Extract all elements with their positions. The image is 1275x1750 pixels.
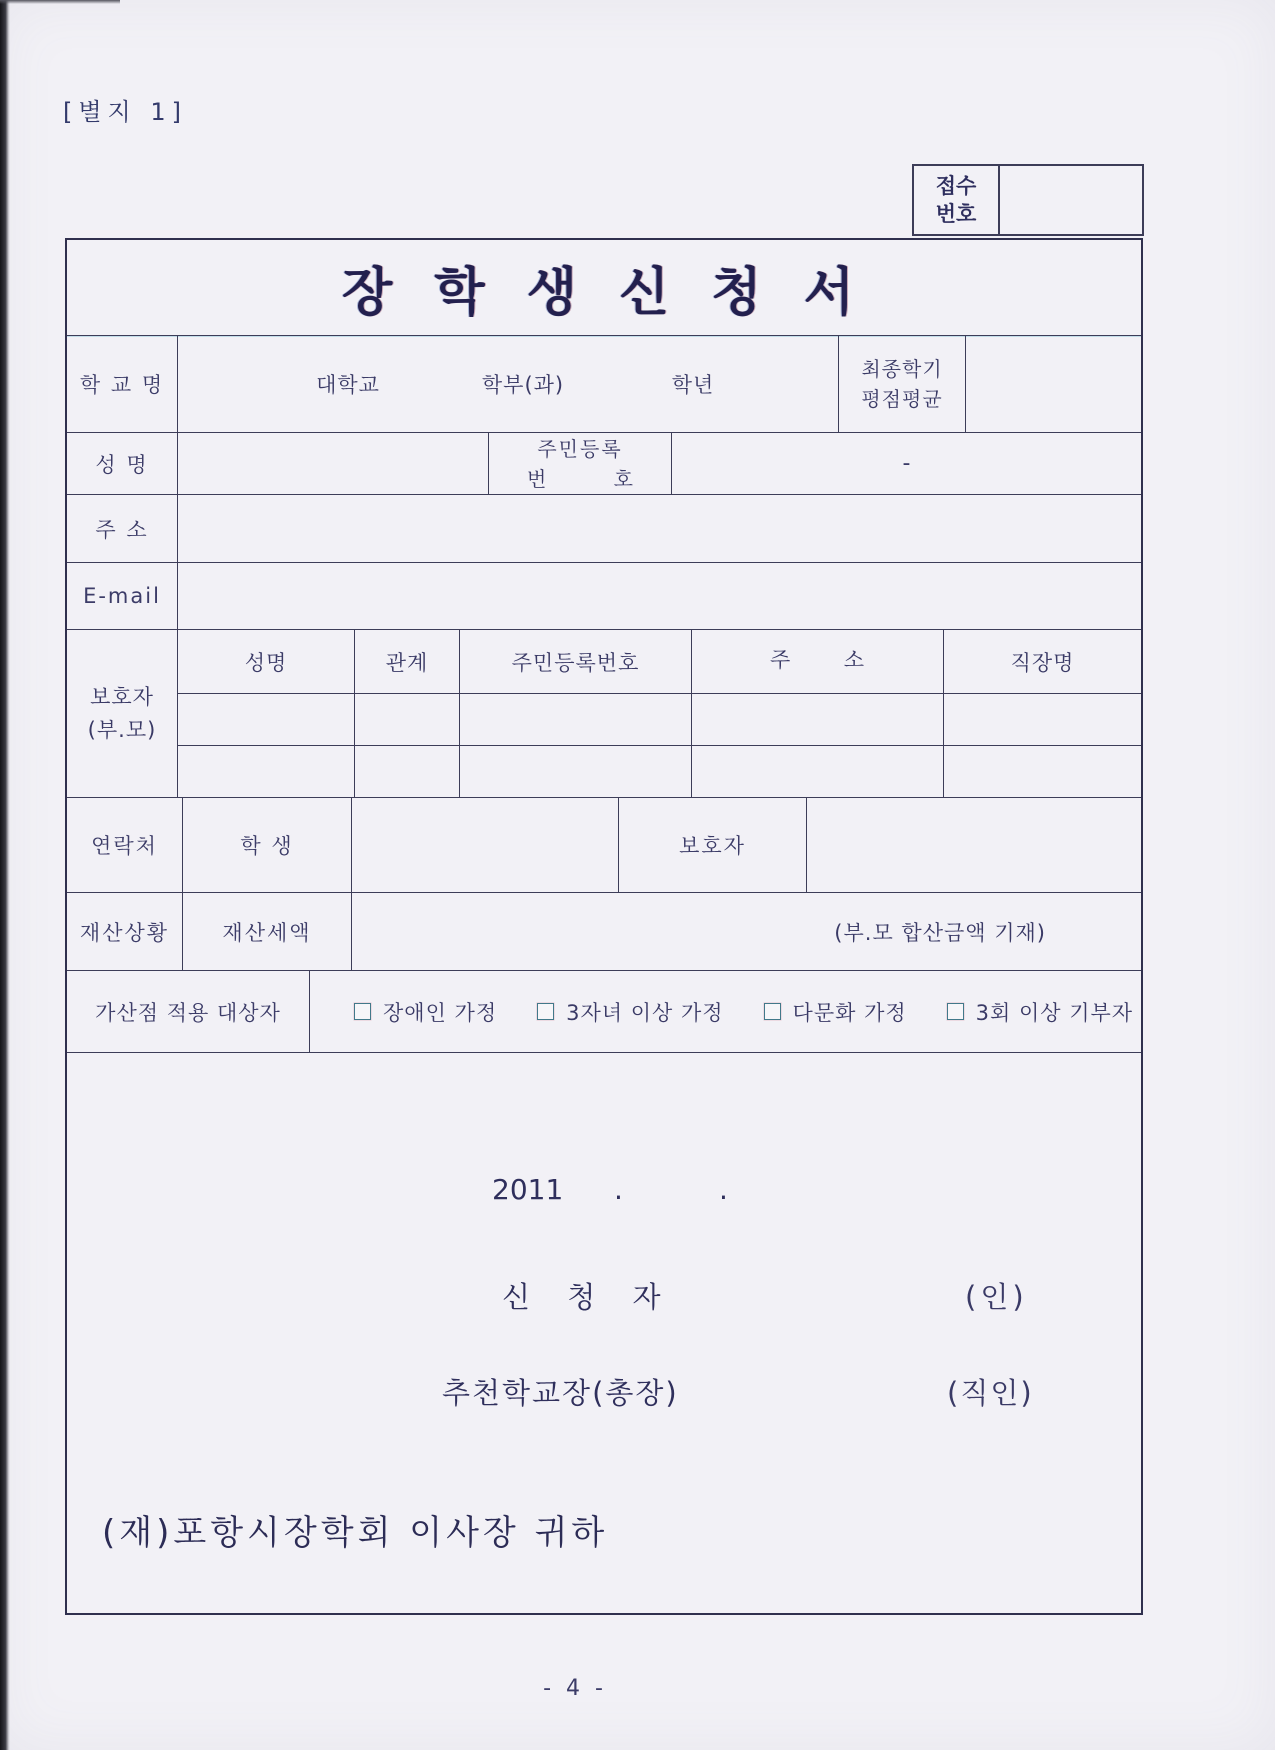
guardian-workplace-field	[943, 746, 1141, 797]
school-name-field	[177, 336, 838, 432]
property-row	[67, 892, 1141, 970]
contact-label: 연락처	[91, 834, 158, 858]
property-tax-label: 재산세액	[182, 893, 351, 970]
bonus-option-donor: 3회 이상 기부자	[947, 997, 1133, 1027]
checkbox-icon	[537, 1003, 554, 1020]
scan-edge-artifact	[0, 0, 10, 1750]
bonus-option-three-children: 3자녀 이상 가정	[537, 997, 723, 1027]
guardian-relation-field	[354, 746, 459, 797]
grade-year-suffix-label: 학년	[671, 373, 715, 397]
guardian-col-workplace: 직장명	[943, 630, 1141, 693]
recommender-seal-placeholder: (직인)	[947, 1376, 1034, 1410]
attachment-label: [별지 1]	[63, 98, 187, 126]
name-row	[67, 432, 1141, 494]
guardian-address-field	[691, 694, 943, 745]
property-note: (부.모 합산금액 기재)	[834, 920, 1046, 945]
receipt-number-label: 접수 번호	[914, 166, 1000, 234]
signature-section	[67, 1052, 1141, 1613]
bonus-points-row	[67, 970, 1141, 1052]
page-title: 장 학 생 신 청 서	[342, 263, 866, 323]
resident-registration-number-label: 주민등록 번 호	[488, 433, 671, 494]
property-status-label: 재산상황	[79, 920, 170, 945]
guardian-label: 보호자 (부.모)	[87, 684, 157, 742]
guardian-col-relation: 관계	[354, 630, 459, 693]
receipt-number-box	[912, 164, 1144, 236]
guardian-address-field	[691, 746, 943, 797]
guardian-rrn-field	[459, 746, 691, 797]
gpa-value-field	[965, 336, 1141, 432]
school-row	[67, 335, 1141, 432]
contact-guardian-label: 보호자	[618, 798, 806, 892]
email-label: E-mail	[83, 584, 161, 608]
receipt-number-value	[1000, 166, 1142, 234]
contact-student-field	[351, 798, 618, 892]
email-value-field	[177, 563, 1141, 629]
gpa-label: 최종학기 평점평균	[838, 336, 965, 432]
contact-student-label: 학 생	[182, 798, 351, 892]
application-form-table	[65, 238, 1143, 1615]
guardian-workplace-field	[943, 694, 1141, 745]
name-label: 성 명	[95, 452, 149, 477]
form-title-row	[67, 240, 1141, 335]
recommender-label: 추천학교장(총장)	[442, 1376, 679, 1410]
scan-edge-artifact	[0, 0, 120, 4]
guardian-section	[67, 629, 1141, 797]
guardian-table	[177, 630, 1141, 797]
date-line: 2011 . .	[492, 1173, 728, 1206]
address-value-field	[177, 495, 1141, 562]
guardian-data-row	[178, 745, 1141, 797]
bonus-option-disabled-family: 장애인 가정	[354, 997, 497, 1027]
department-suffix-label: 학부(과)	[481, 373, 565, 397]
guardian-col-name: 성명	[244, 650, 288, 675]
guardian-col-rrn: 주민등록번호	[459, 630, 691, 693]
guardian-data-row	[178, 693, 1141, 745]
guardian-col-address: 주 소	[691, 630, 943, 693]
contact-guardian-field	[806, 798, 1141, 892]
rrn-dash: -	[902, 451, 911, 476]
email-row	[67, 562, 1141, 629]
school-name-label: 학 교 명	[79, 373, 165, 397]
property-tax-field	[351, 893, 1141, 970]
guardian-name-field	[178, 694, 354, 745]
address-label: 주 소	[95, 517, 149, 542]
guardian-relation-field	[354, 694, 459, 745]
guardian-header-row	[178, 630, 1141, 693]
bonus-points-label: 가산점 적용 대상자	[95, 1000, 281, 1025]
recipient-line: (재)포항시장학회 이사장 귀하	[102, 1513, 609, 1553]
address-row	[67, 494, 1141, 562]
contact-row	[67, 797, 1141, 892]
page-number: - 4 -	[543, 1676, 607, 1701]
checkbox-icon	[947, 1003, 964, 1020]
checkbox-icon	[354, 1003, 371, 1020]
resident-registration-number-field	[671, 433, 1141, 494]
applicant-label: 신 청 자	[502, 1280, 675, 1314]
checkbox-icon	[764, 1003, 781, 1020]
date-year: 2011	[492, 1173, 564, 1206]
applicant-seal-placeholder: (인)	[965, 1280, 1028, 1314]
guardian-rrn-field	[459, 694, 691, 745]
bonus-option-multicultural: 다문화 가정	[764, 997, 907, 1027]
name-value-field	[177, 433, 488, 494]
guardian-name-field	[178, 746, 354, 797]
bonus-options	[309, 971, 1141, 1052]
university-suffix-label: 대학교	[316, 373, 380, 397]
